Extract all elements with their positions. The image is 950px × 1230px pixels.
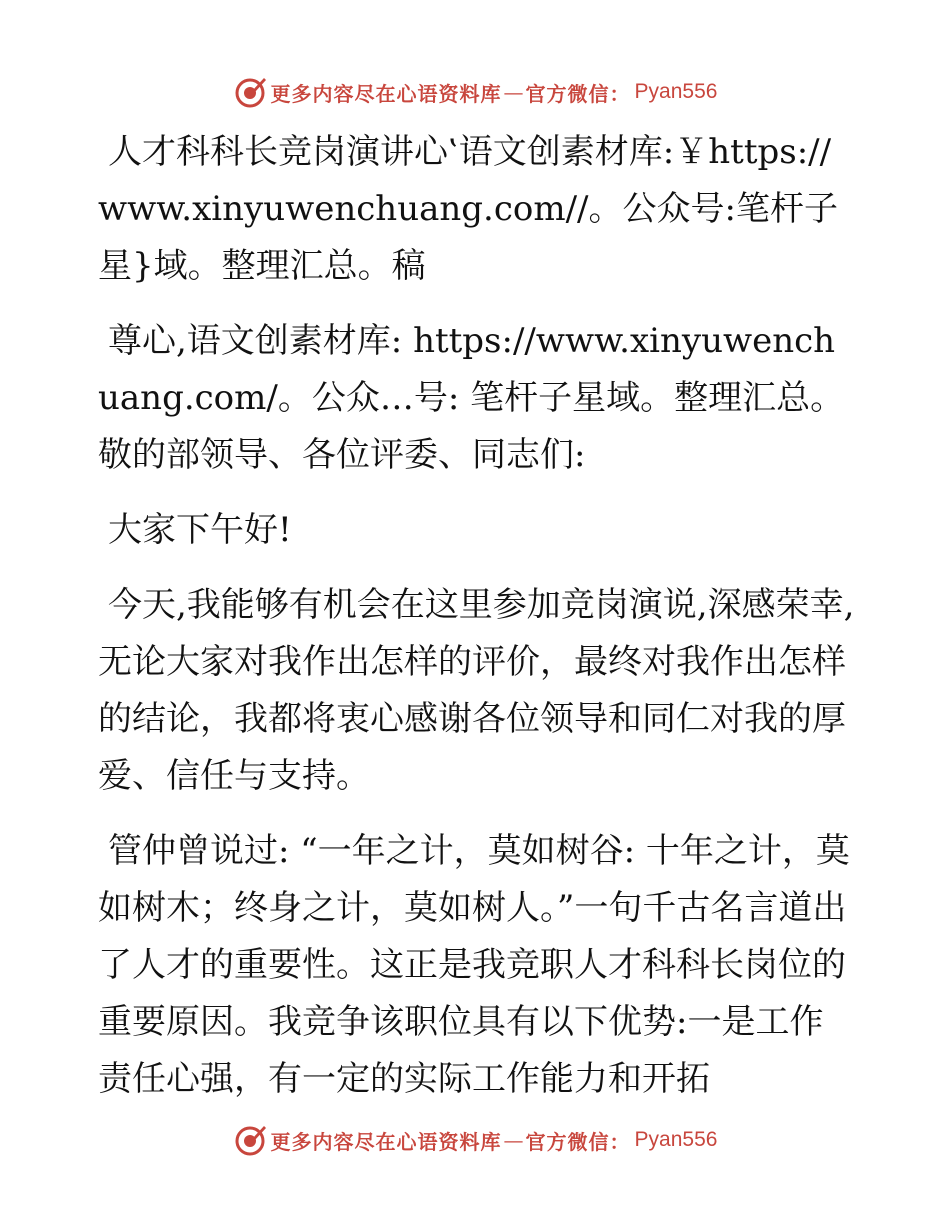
banner-wechat-label: 官方微信： [525, 1129, 631, 1154]
paragraph-thanks: 今天,我能够有机会在这里参加竞岗演说,深感荣幸,无论大家对我作出怎样的评价，最终对我作出怎样的结论，我都将衷心感谢各位领导和同仁对我的厚爱、信任与支持。 [98, 585, 855, 796]
pen-circle-logo-icon [233, 1123, 267, 1157]
footer-banner [0, 1120, 950, 1160]
header-banner [0, 72, 950, 112]
banner-wechat-id: Pyan556 [634, 1128, 718, 1151]
paragraph-advantages: 管仲曾说过: “一年之计，莫如树谷: 十年之计，莫如树木；终身之计，莫如树人。”一句千古名言道出了人才的重要性。这正是我竞职人才科科长岗位的重要原因。我竞争该职位具有以下优势:一是工作责任心强，有一定的实际工作能力和开拓 [98, 831, 850, 1099]
paragraph-title: 人才科科长竞岗演讲心‛语文创素材库:￥https://www.xinyuwenchuang.com//。公众号:笔杆子星}域。整理汇总。稿 [98, 132, 838, 286]
banner-wechat-id: Pyan556 [634, 80, 718, 103]
paragraph-salutation: 尊心,语文创素材库: https://www.xinyuwenchuang.com/。公众…号: 笔杆子星域。整理汇总。敬的部领导、各位评委、同志们: [98, 321, 845, 475]
banner-slogan: 更多内容尽在心语资料库 [270, 81, 502, 106]
banner-dash: — [503, 80, 524, 104]
banner-wechat-label: 官方微信： [525, 81, 631, 106]
document-body [98, 124, 856, 1126]
banner-slogan: 更多内容尽在心语资料库 [270, 1129, 502, 1154]
paragraph-greeting: 大家下午好! [108, 510, 292, 550]
banner-dash: — [503, 1128, 524, 1152]
pen-circle-logo-icon [233, 75, 267, 109]
